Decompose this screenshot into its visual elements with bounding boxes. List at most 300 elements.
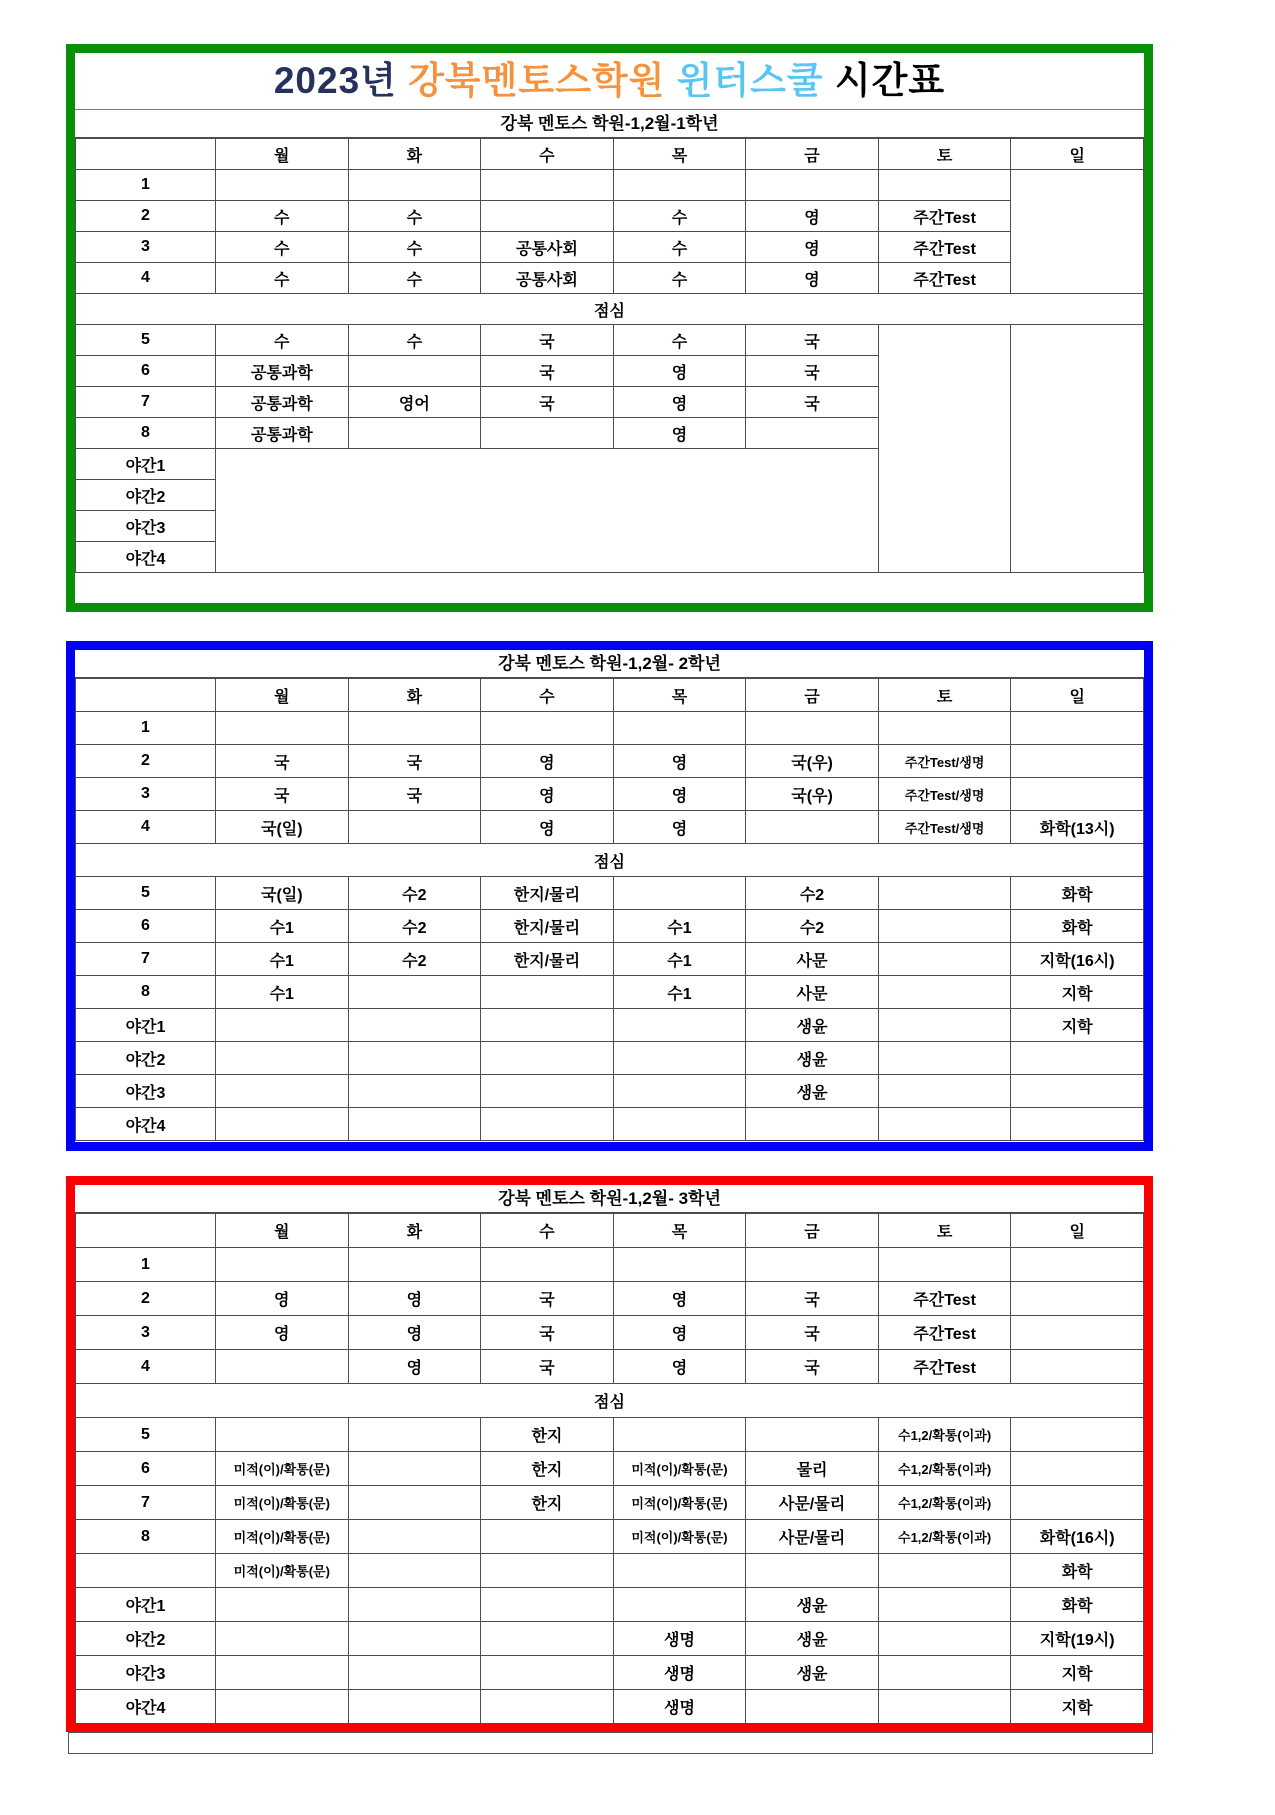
timetable-cell: 국 bbox=[746, 1316, 879, 1350]
timetable-cell: 한지 bbox=[481, 1452, 614, 1486]
timetable-row bbox=[76, 1248, 1144, 1282]
timetable-cell: 한지/물리 bbox=[481, 943, 614, 976]
day-header: 토 bbox=[878, 139, 1011, 170]
timetable-cell: 영 bbox=[348, 1282, 481, 1316]
timetable-cell: 영 bbox=[613, 745, 746, 778]
timetable-cell: 공통과학 bbox=[216, 418, 349, 449]
day-header: 수 bbox=[481, 1214, 614, 1248]
day-header: 토 bbox=[878, 679, 1011, 712]
timetable-cell: 사문/물리 bbox=[746, 1486, 879, 1520]
timetable-cell: 주간Test/생명 bbox=[878, 745, 1011, 778]
timetable-row bbox=[76, 1452, 1144, 1486]
empty-cell bbox=[613, 1554, 746, 1588]
timetable-cell: 수1,2/확통(이과) bbox=[878, 1520, 1011, 1554]
row-label: 야간3 bbox=[76, 511, 216, 542]
timetable-cell: 미적(이)/확통(문) bbox=[216, 1520, 349, 1554]
row-label: 야간1 bbox=[76, 449, 216, 480]
timetable-cell: 영 bbox=[746, 201, 879, 232]
timetable-row bbox=[76, 976, 1144, 1009]
empty-cell bbox=[613, 712, 746, 745]
row-label: 야간1 bbox=[76, 1588, 216, 1622]
timetable-cell: 수1 bbox=[613, 910, 746, 943]
empty-cell bbox=[481, 1248, 614, 1282]
empty-cell bbox=[1011, 1418, 1144, 1452]
timetable-cell: 수 bbox=[348, 232, 481, 263]
timetable-cell: 주간Test bbox=[878, 1282, 1011, 1316]
timetable-cell: 국(우) bbox=[746, 778, 879, 811]
grade2-timetable-frame bbox=[66, 641, 1153, 1151]
row-label: 7 bbox=[76, 387, 216, 418]
row-label: 6 bbox=[76, 910, 216, 943]
timetable-cell: 미적(이)/확통(문) bbox=[216, 1486, 349, 1520]
empty-cell bbox=[613, 1108, 746, 1141]
timetable-cell: 한지 bbox=[481, 1486, 614, 1520]
empty-cell bbox=[746, 1108, 879, 1141]
timetable-row bbox=[76, 1622, 1144, 1656]
timetable-row bbox=[76, 1690, 1144, 1724]
row-label: 8 bbox=[76, 1520, 216, 1554]
timetable-cell: 주간Test bbox=[878, 1316, 1011, 1350]
day-header: 목 bbox=[613, 679, 746, 712]
timetable-cell: 영 bbox=[613, 1316, 746, 1350]
empty-cell bbox=[1011, 712, 1144, 745]
empty-cell bbox=[216, 1350, 349, 1384]
timetable-cell: 미적(이)/확통(문) bbox=[613, 1520, 746, 1554]
empty-cell bbox=[1011, 1452, 1144, 1486]
empty-cell bbox=[878, 1248, 1011, 1282]
timetable-cell: 주간Test bbox=[878, 232, 1011, 263]
day-header: 토 bbox=[878, 1214, 1011, 1248]
row-label: 6 bbox=[76, 356, 216, 387]
timetable-cell: 지학(16시) bbox=[1011, 943, 1144, 976]
empty-cell bbox=[348, 1009, 481, 1042]
empty-cell bbox=[1011, 1486, 1144, 1520]
timetable-cell: 국 bbox=[481, 1350, 614, 1384]
day-header: 일 bbox=[1011, 139, 1144, 170]
timetable-cell: 국 bbox=[481, 1316, 614, 1350]
timetable-row bbox=[76, 1520, 1144, 1554]
timetable-cell: 지학 bbox=[1011, 1690, 1144, 1724]
timetable-cell: 수2 bbox=[348, 943, 481, 976]
empty-cell bbox=[216, 712, 349, 745]
timetable-cell: 영 bbox=[746, 232, 879, 263]
empty-cell bbox=[348, 1108, 481, 1141]
day-header: 수 bbox=[481, 139, 614, 170]
day-header: 금 bbox=[746, 679, 879, 712]
day-header: 일 bbox=[1011, 1214, 1144, 1248]
empty-cell bbox=[1011, 1108, 1144, 1141]
timetable-cell: 국 bbox=[481, 325, 614, 356]
empty-cell bbox=[1011, 1042, 1144, 1075]
empty-cell bbox=[481, 1588, 614, 1622]
timetable-cell: 수2 bbox=[348, 910, 481, 943]
timetable-cell: 수2 bbox=[746, 877, 879, 910]
timetable-cell: 영 bbox=[613, 811, 746, 844]
empty-cell bbox=[481, 1656, 614, 1690]
day-header: 화 bbox=[348, 139, 481, 170]
timetable-cell: 화학 bbox=[1011, 910, 1144, 943]
empty-cell bbox=[878, 1622, 1011, 1656]
empty-cell bbox=[216, 1690, 349, 1724]
row-label: 6 bbox=[76, 1452, 216, 1486]
grade2-grid bbox=[75, 678, 1144, 1141]
timetable-cell: 공통과학 bbox=[216, 387, 349, 418]
empty-cell bbox=[746, 418, 879, 449]
timetable-cell: 국 bbox=[746, 387, 879, 418]
timetable-row bbox=[76, 745, 1144, 778]
timetable-cell: 주간Test/생명 bbox=[878, 778, 1011, 811]
empty-cell bbox=[878, 325, 1011, 573]
empty-cell bbox=[746, 1554, 879, 1588]
empty-cell bbox=[878, 943, 1011, 976]
timetable-cell: 수1,2/확통(이과) bbox=[878, 1452, 1011, 1486]
grade3-grid bbox=[75, 1213, 1144, 1724]
lunch-row: 점심 bbox=[76, 844, 1144, 877]
timetable-row bbox=[76, 1282, 1144, 1316]
empty-cell bbox=[348, 1248, 481, 1282]
title-year: 2023년 bbox=[273, 60, 397, 101]
timetable-row bbox=[76, 263, 1144, 294]
timetable-row bbox=[76, 170, 1144, 201]
timetable-cell: 영 bbox=[348, 1316, 481, 1350]
row-label: 야간1 bbox=[76, 1009, 216, 1042]
timetable-cell: 사문 bbox=[746, 943, 879, 976]
timetable-cell: 수 bbox=[613, 201, 746, 232]
timetable-cell: 수1 bbox=[613, 943, 746, 976]
timetable-row bbox=[76, 1588, 1144, 1622]
timetable-cell: 영 bbox=[216, 1282, 349, 1316]
row-label: 7 bbox=[76, 943, 216, 976]
empty-cell bbox=[746, 712, 879, 745]
day-header: 화 bbox=[348, 679, 481, 712]
timetable-cell: 공통사회 bbox=[481, 232, 614, 263]
corner-cell bbox=[76, 679, 216, 712]
timetable-cell: 한지 bbox=[481, 1418, 614, 1452]
empty-cell bbox=[481, 1108, 614, 1141]
day-header: 월 bbox=[216, 679, 349, 712]
empty-cell bbox=[1011, 745, 1144, 778]
empty-cell bbox=[348, 1520, 481, 1554]
timetable-cell: 영 bbox=[613, 356, 746, 387]
timetable-row bbox=[76, 712, 1144, 745]
grade1-timetable-frame bbox=[66, 44, 1153, 612]
empty-cell bbox=[746, 811, 879, 844]
empty-cell bbox=[878, 910, 1011, 943]
row-label: 5 bbox=[76, 1418, 216, 1452]
timetable-cell: 국(일) bbox=[216, 811, 349, 844]
empty-cell bbox=[216, 170, 349, 201]
timetable-cell: 수2 bbox=[746, 910, 879, 943]
timetable-cell: 생윤 bbox=[746, 1009, 879, 1042]
timetable-cell: 영 bbox=[613, 1350, 746, 1384]
empty-cell bbox=[613, 877, 746, 910]
timetable-row bbox=[76, 201, 1144, 232]
timetable-cell: 수 bbox=[613, 325, 746, 356]
grade1-grid bbox=[75, 138, 1144, 573]
timetable-cell: 영 bbox=[348, 1350, 481, 1384]
empty-cell bbox=[878, 976, 1011, 1009]
empty-cell bbox=[1011, 1248, 1144, 1282]
title-suffix: 시간표 bbox=[834, 60, 946, 101]
timetable-cell: 지학 bbox=[1011, 1656, 1144, 1690]
page-title bbox=[75, 53, 1144, 110]
timetable-row bbox=[76, 1316, 1144, 1350]
empty-cell bbox=[348, 1622, 481, 1656]
timetable-cell: 공통사회 bbox=[481, 263, 614, 294]
grade3-subtitle: 강북 멘토스 학원-1,2월- 3학년 bbox=[75, 1185, 1144, 1213]
timetable-cell: 물리 bbox=[746, 1452, 879, 1486]
timetable-cell: 수 bbox=[348, 263, 481, 294]
lunch-row: 점심 bbox=[76, 1384, 1144, 1418]
empty-cell bbox=[878, 170, 1011, 201]
timetable-row bbox=[76, 877, 1144, 910]
timetable-cell: 수 bbox=[216, 325, 349, 356]
timetable-cell: 국(우) bbox=[746, 745, 879, 778]
row-label: 3 bbox=[76, 232, 216, 263]
timetable-cell: 생명 bbox=[613, 1622, 746, 1656]
timetable-row bbox=[76, 1384, 1144, 1418]
empty-cell bbox=[348, 1418, 481, 1452]
timetable-cell: 생윤 bbox=[746, 1588, 879, 1622]
row-label: 4 bbox=[76, 1350, 216, 1384]
empty-cell bbox=[878, 1075, 1011, 1108]
empty-cell bbox=[348, 170, 481, 201]
empty-cell bbox=[348, 712, 481, 745]
timetable-cell: 미적(이)/확통(문) bbox=[216, 1554, 349, 1588]
timetable-cell: 국 bbox=[481, 1282, 614, 1316]
timetable-cell: 영 bbox=[613, 418, 746, 449]
timetable-row bbox=[76, 325, 1144, 356]
empty-cell bbox=[746, 1690, 879, 1724]
row-label bbox=[76, 1554, 216, 1588]
timetable-cell: 수 bbox=[216, 201, 349, 232]
empty-cell bbox=[1011, 1316, 1144, 1350]
empty-cell bbox=[216, 1656, 349, 1690]
timetable-cell: 영 bbox=[481, 745, 614, 778]
row-label: 5 bbox=[76, 325, 216, 356]
timetable-cell: 주간Test/생명 bbox=[878, 811, 1011, 844]
timetable-cell: 국 bbox=[746, 1282, 879, 1316]
timetable-cell: 국 bbox=[746, 325, 879, 356]
timetable-cell: 영 bbox=[481, 778, 614, 811]
timetable-cell: 수1,2/확통(이과) bbox=[878, 1418, 1011, 1452]
timetable-cell: 미적(이)/확통(문) bbox=[613, 1486, 746, 1520]
timetable-row bbox=[76, 1656, 1144, 1690]
day-header: 월 bbox=[216, 139, 349, 170]
empty-cell bbox=[481, 201, 614, 232]
timetable-cell: 국 bbox=[348, 778, 481, 811]
timetable-cell: 국 bbox=[746, 1350, 879, 1384]
timetable-row bbox=[76, 1418, 1144, 1452]
empty-cell bbox=[481, 1042, 614, 1075]
row-label: 1 bbox=[76, 170, 216, 201]
timetable-cell: 국 bbox=[216, 745, 349, 778]
empty-cell bbox=[481, 1690, 614, 1724]
empty-footer-row bbox=[68, 1732, 1153, 1754]
empty-cell bbox=[481, 418, 614, 449]
row-label: 2 bbox=[76, 201, 216, 232]
timetable-cell: 생윤 bbox=[746, 1622, 879, 1656]
timetable-cell: 공통과학 bbox=[216, 356, 349, 387]
row-label: 야간2 bbox=[76, 1622, 216, 1656]
row-label: 야간4 bbox=[76, 542, 216, 573]
empty-cell bbox=[613, 1418, 746, 1452]
timetable-cell: 국 bbox=[481, 387, 614, 418]
timetable-cell: 영 bbox=[613, 1282, 746, 1316]
timetable-cell: 수1,2/확통(이과) bbox=[878, 1486, 1011, 1520]
empty-cell bbox=[1011, 325, 1144, 573]
day-header: 월 bbox=[216, 1214, 349, 1248]
row-label: 3 bbox=[76, 1316, 216, 1350]
timetable-cell: 수 bbox=[216, 263, 349, 294]
empty-cell bbox=[216, 1009, 349, 1042]
row-label: 4 bbox=[76, 811, 216, 844]
timetable-cell: 수 bbox=[613, 263, 746, 294]
timetable-cell: 수1 bbox=[216, 943, 349, 976]
timetable-cell: 수1 bbox=[613, 976, 746, 1009]
empty-cell bbox=[216, 1248, 349, 1282]
row-label: 8 bbox=[76, 418, 216, 449]
timetable-cell: 국(일) bbox=[216, 877, 349, 910]
empty-cell bbox=[1011, 1350, 1144, 1384]
row-label: 5 bbox=[76, 877, 216, 910]
timetable-row bbox=[76, 844, 1144, 877]
empty-cell bbox=[613, 1009, 746, 1042]
row-label: 2 bbox=[76, 745, 216, 778]
empty-cell bbox=[613, 170, 746, 201]
timetable-cell: 사문/물리 bbox=[746, 1520, 879, 1554]
timetable-cell: 수2 bbox=[348, 877, 481, 910]
timetable-cell: 수 bbox=[216, 232, 349, 263]
timetable-cell: 미적(이)/확통(문) bbox=[613, 1452, 746, 1486]
timetable-row bbox=[76, 1108, 1144, 1141]
empty-cell bbox=[878, 877, 1011, 910]
timetable-cell: 지학 bbox=[1011, 1009, 1144, 1042]
lunch-row: 점심 bbox=[76, 294, 1144, 325]
empty-cell bbox=[878, 1656, 1011, 1690]
timetable-cell: 영어 bbox=[348, 387, 481, 418]
timetable-cell: 영 bbox=[613, 387, 746, 418]
timetable-row bbox=[76, 232, 1144, 263]
timetable-cell: 미적(이)/확통(문) bbox=[216, 1452, 349, 1486]
empty-cell bbox=[348, 1042, 481, 1075]
timetable-cell: 수 bbox=[348, 325, 481, 356]
row-label: 3 bbox=[76, 778, 216, 811]
title-program: 윈터스쿨 bbox=[676, 60, 824, 101]
empty-cell bbox=[348, 1588, 481, 1622]
empty-cell bbox=[216, 1042, 349, 1075]
row-label: 1 bbox=[76, 1248, 216, 1282]
empty-cell bbox=[216, 449, 879, 573]
empty-cell bbox=[348, 1656, 481, 1690]
timetable-row bbox=[76, 943, 1144, 976]
timetable-row bbox=[76, 1042, 1144, 1075]
timetable-cell: 국 bbox=[216, 778, 349, 811]
row-label: 야간2 bbox=[76, 1042, 216, 1075]
timetable-cell: 국 bbox=[746, 356, 879, 387]
timetable-cell: 화학 bbox=[1011, 1554, 1144, 1588]
empty-cell bbox=[878, 1009, 1011, 1042]
day-header: 화 bbox=[348, 1214, 481, 1248]
row-label: 야간2 bbox=[76, 480, 216, 511]
timetable-cell: 한지/물리 bbox=[481, 877, 614, 910]
empty-cell bbox=[216, 1418, 349, 1452]
corner-cell bbox=[76, 139, 216, 170]
empty-cell bbox=[746, 1248, 879, 1282]
empty-cell bbox=[878, 1690, 1011, 1724]
empty-cell bbox=[481, 976, 614, 1009]
grade3-timetable-frame bbox=[66, 1176, 1153, 1732]
timetable-cell: 국 bbox=[481, 356, 614, 387]
timetable-cell: 영 bbox=[216, 1316, 349, 1350]
empty-cell bbox=[1011, 1282, 1144, 1316]
timetable-row bbox=[76, 1486, 1144, 1520]
row-label: 야간4 bbox=[76, 1108, 216, 1141]
empty-cell bbox=[481, 1075, 614, 1108]
empty-cell bbox=[613, 1248, 746, 1282]
empty-cell bbox=[348, 1075, 481, 1108]
timetable-row bbox=[76, 1075, 1144, 1108]
timetable-row bbox=[76, 910, 1144, 943]
timetable-cell: 한지/물리 bbox=[481, 910, 614, 943]
timetable-cell: 지학(19시) bbox=[1011, 1622, 1144, 1656]
timetable-cell: 화학(16시) bbox=[1011, 1520, 1144, 1554]
day-header: 목 bbox=[613, 139, 746, 170]
empty-cell bbox=[1011, 778, 1144, 811]
title-academy: 강북멘토스학원 bbox=[408, 60, 666, 101]
timetable-cell: 수 bbox=[613, 232, 746, 263]
empty-cell bbox=[481, 1622, 614, 1656]
empty-cell bbox=[878, 1042, 1011, 1075]
grade2-subtitle: 강북 멘토스 학원-1,2월- 2학년 bbox=[75, 650, 1144, 678]
timetable-cell: 국 bbox=[348, 745, 481, 778]
timetable-cell: 화학(13시) bbox=[1011, 811, 1144, 844]
timetable-cell: 수1 bbox=[216, 910, 349, 943]
timetable-cell: 주간Test bbox=[878, 1350, 1011, 1384]
timetable-row bbox=[76, 1554, 1144, 1588]
timetable-cell: 생윤 bbox=[746, 1656, 879, 1690]
timetable-row bbox=[76, 294, 1144, 325]
timetable-cell: 수1 bbox=[216, 976, 349, 1009]
timetable-cell: 생윤 bbox=[746, 1075, 879, 1108]
timetable-cell: 생명 bbox=[613, 1656, 746, 1690]
empty-cell bbox=[348, 1690, 481, 1724]
empty-cell bbox=[878, 1108, 1011, 1141]
timetable-cell: 사문 bbox=[746, 976, 879, 1009]
empty-cell bbox=[613, 1075, 746, 1108]
row-label: 4 bbox=[76, 263, 216, 294]
corner-cell bbox=[76, 1214, 216, 1248]
empty-cell bbox=[481, 712, 614, 745]
empty-cell bbox=[481, 1554, 614, 1588]
timetable-cell: 생윤 bbox=[746, 1042, 879, 1075]
row-label: 야간3 bbox=[76, 1075, 216, 1108]
empty-cell bbox=[348, 1486, 481, 1520]
empty-cell bbox=[216, 1108, 349, 1141]
day-header: 일 bbox=[1011, 679, 1144, 712]
empty-cell bbox=[348, 811, 481, 844]
empty-cell bbox=[1011, 1075, 1144, 1108]
timetable-row bbox=[76, 778, 1144, 811]
empty-cell bbox=[878, 1554, 1011, 1588]
empty-cell bbox=[216, 1588, 349, 1622]
timetable-cell: 영 bbox=[746, 263, 879, 294]
empty-cell bbox=[878, 1588, 1011, 1622]
timetable-row bbox=[76, 1009, 1144, 1042]
row-label: 8 bbox=[76, 976, 216, 1009]
timetable-cell: 주간Test bbox=[878, 263, 1011, 294]
empty-cell bbox=[613, 1588, 746, 1622]
